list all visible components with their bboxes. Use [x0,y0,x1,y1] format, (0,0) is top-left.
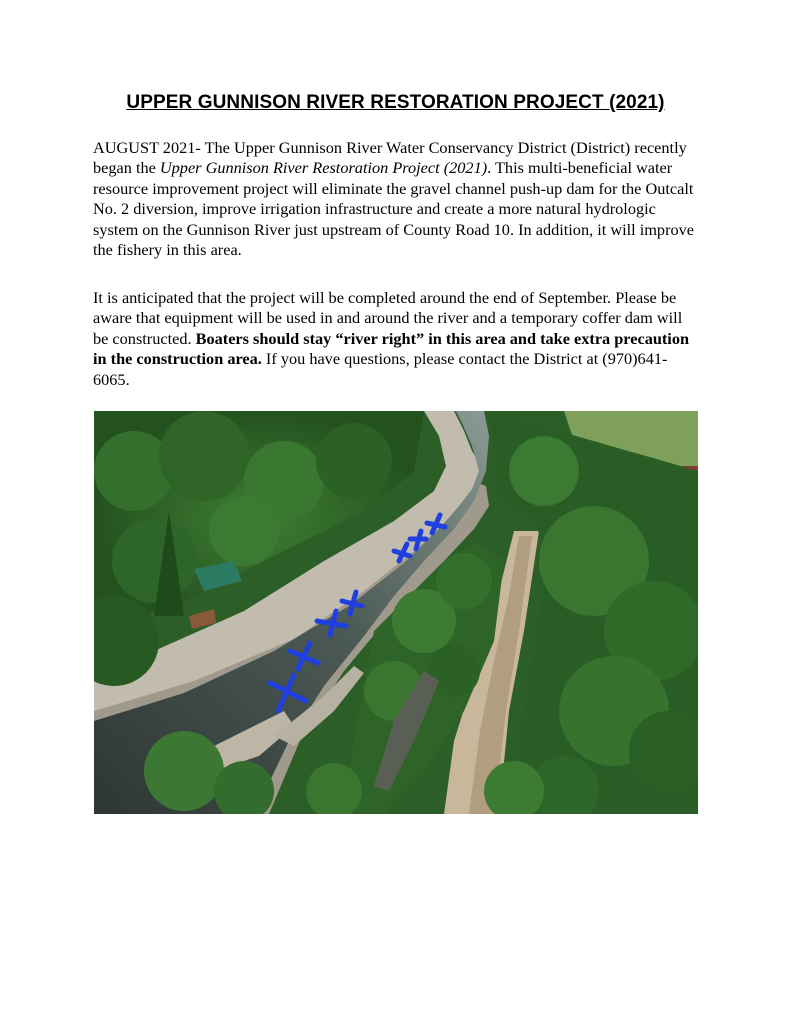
intro-text-start: AUGUST 2021- The Upper Gunnison River Water Conservancy District (District) recently began the [93,138,687,178]
intro-paragraph [93,138,698,260]
page-title: UPPER GUNNISON RIVER RESTORATION PROJECT (2021) [126,92,665,113]
aerial-photo-illustration [94,411,698,814]
notice-paragraph [93,288,698,390]
intro-text-end: . This multi-beneficial water resource improvement project will eliminate the gravel channel push-up dam for the Outcalt No. 2 diversion, improve irrigation infrastructure and create a more natural hydrologic system on the Gunnison River just upstream of County Road 10. In addition, it will improve the fishery in this area. [93,158,694,260]
notice-text-start: It is anticipated that the project will be completed around the end of September. Please be aware that equipment will be used in and around the river and a temporary coffer dam will be constructed. [93,288,683,348]
notice-text-end: If you have questions, please contact the District at (970)641-6065. [93,349,668,389]
boater-warning: Boaters should stay “river right” in this area and take extra precaution in the construction area. [93,328,690,369]
aerial-river-photo [94,411,698,814]
project-name: Upper Gunnison River Restoration Project (2021) [159,158,488,178]
